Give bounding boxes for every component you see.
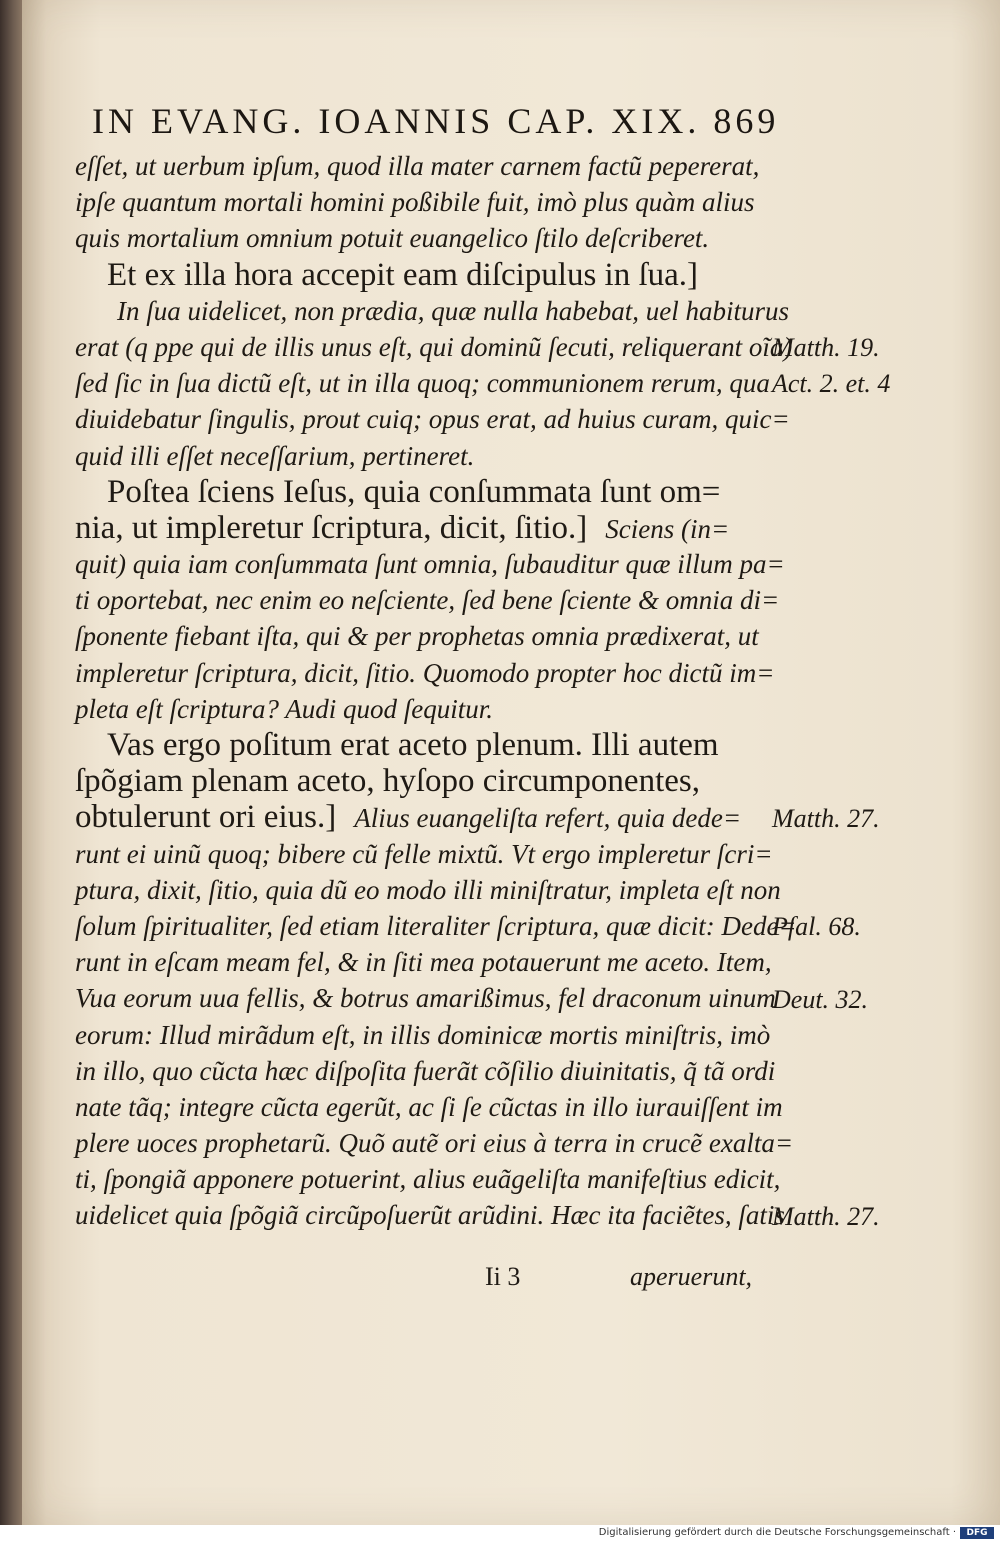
text-line: runt in eſcam meam fel, & in ſiti mea potauerunt me aceto. Item, xyxy=(75,947,772,978)
text-line: Vas ergo poſitum erat aceto plenum. Illi autem xyxy=(107,727,719,763)
text-line: runt ei uinũ quoq; bibere cũ felle mixtũ. Vt ergo impleretur ſcri= xyxy=(75,838,773,869)
text-line: In ſua uidelicet, non prædia, quæ nulla habebat, uel habiturus xyxy=(117,295,789,326)
margin-note: Matth. 27. xyxy=(772,1201,880,1231)
roman-segment: nia, ut impleretur ſcriptura, dicit, ſitio.] xyxy=(75,509,588,546)
margin-note: Act. 2. et. 4 xyxy=(772,369,891,399)
italic-segment: Sciens (in= xyxy=(605,513,730,544)
text-line: nate tãq; integre cũcta egerũt, ac ſi ſe cũctas in illo iurauiſſent im xyxy=(75,1091,783,1122)
margin-note: Pſal. 68. xyxy=(772,912,861,942)
text-line: ti oportebat, nec enim eo neſciente, ſed bene ſciente & omnia di= xyxy=(75,585,780,616)
margin-note: Matth. 27. xyxy=(772,803,880,833)
text-line: quid illi eſſet neceſſarium, pertineret. xyxy=(75,440,475,471)
roman-segment: obtulerunt ori eius.] xyxy=(75,799,337,836)
text-line: impleretur ſcriptura, dicit, ſitio. Quomodo propter hoc dictũ im= xyxy=(75,657,775,688)
text-line: ſolum ſpiritualiter, ſed etiam literaliter ſcriptura, quæ dicit: Dede= xyxy=(75,910,797,941)
book-spine xyxy=(0,0,22,1525)
text-line: Poſtea ſciens Ieſus, quia conſummata ſunt om= xyxy=(107,473,721,510)
catchword: aperuerunt, xyxy=(630,1262,753,1291)
text-line: quis mortalium omnium potuit euangelico ſtilo deſcriberet. xyxy=(75,223,710,254)
text-line: Et ex illa hora accepit eam diſcipulus in ſua.] xyxy=(107,256,699,293)
text-line: ptura, dixit, ſitio, quia dũ eo modo illi miniſtratur, impleta eſt non xyxy=(75,874,781,905)
text-line: ſponente fiebant iſta, qui & per prophetas omnia prædixerat, ut xyxy=(75,621,759,652)
italic-segment: Alius euangeliſta refert, quia dede= xyxy=(354,803,742,834)
text-line: in illo, quo cũcta hæc diſpoſita fuerãt cõſilio diuinitatis, q̃ tã ordi xyxy=(75,1055,776,1086)
text-line: ti, ſpongiã apponere potuerint, alius euãgeliſta manifeſtius edicit, xyxy=(75,1164,781,1195)
dfg-logo: DFG xyxy=(960,1527,994,1539)
text-line: erat (q ppe qui de illis unus eſt, qui dominũ ſecuti, reliquerant oĩa) xyxy=(75,331,793,362)
text-line: eorum: Illud mirãdum eſt, in illis dominicæ mortis miniſtris, imò xyxy=(75,1019,771,1050)
text-line xyxy=(75,510,765,546)
text-line: quit) quia iam conſummata ſunt omnia, ſubauditur quæ illum pa= xyxy=(75,549,785,580)
text-line: eſſet, ut uerbum ipſum, quod illa mater carnem factũ pepererat, xyxy=(75,151,760,181)
text-line: ſed ſic in ſua dictũ eſt, ut in illa quoq; communionem rerum, qua xyxy=(75,368,770,399)
body-text xyxy=(75,148,797,1234)
text-line: pleta eſt ſcriptura? Audi quod ſequitur. xyxy=(75,693,493,724)
text-line: ipſe quantum mortali homini poßibile fuit, imò plus quàm alius xyxy=(75,187,755,218)
text-line: diuidebatur ſingulis, prout cuiq; opus erat, ad huius curam, quic= xyxy=(75,404,790,435)
footer-credit: Digitalisierung gefördert durch die Deutsche Forschungsgemeinschaft · xyxy=(598,1527,956,1538)
signature-mark: Ii 3 xyxy=(485,1262,521,1291)
text-line: plere uoces prophetarũ. Quõ autẽ ori eius à terra in crucẽ exalta= xyxy=(75,1128,794,1159)
margin-note: Deut. 32. xyxy=(772,984,869,1014)
text-line: uidelicet quia ſpõgiã circũpoſuerũt arũdini. Hæc ita faciẽtes, ſatis xyxy=(75,1200,785,1231)
running-head: IN EVANG. IOANNIS CAP. XIX. 869 xyxy=(92,101,780,141)
text-line xyxy=(75,799,765,835)
margin-note: Matth. 19. xyxy=(772,333,880,362)
text-line: ſpõgiam plenam aceto, hyſopo circumponentes, xyxy=(75,763,700,800)
text-line: Vua eorum uua fellis, & botrus amarißimus, fel draconum uinum xyxy=(75,983,776,1014)
